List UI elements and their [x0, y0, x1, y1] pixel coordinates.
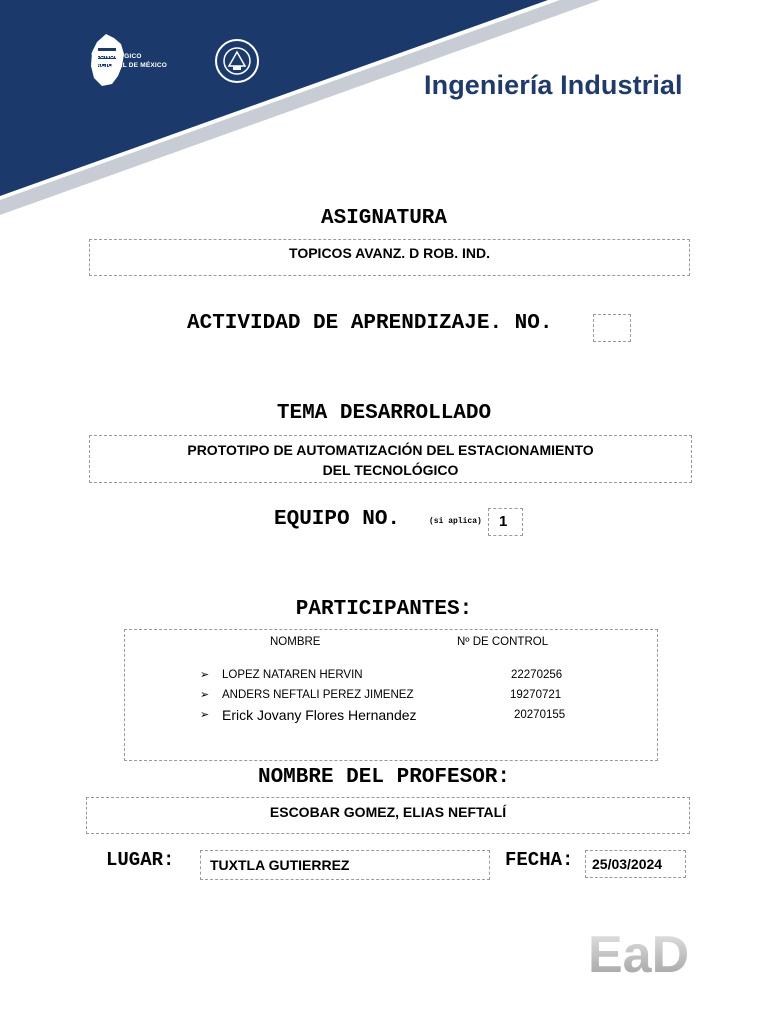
team-note: (si aplica): [429, 517, 482, 526]
participant-control: 22270256: [511, 669, 563, 681]
department-title: Ingeniería Industrial: [424, 70, 683, 100]
participant-control: 19270721: [510, 689, 562, 701]
column-header-name: NOMBRE: [270, 636, 321, 648]
participants-heading: PARTICIPANTES:: [295, 598, 473, 621]
participant-row: [200, 665, 620, 685]
institution-name: TECNOLÓGICO NACIONAL DE MÉXICO: [91, 53, 168, 69]
arrow-bullet-icon: ➢: [200, 669, 210, 681]
participant-row: [200, 685, 620, 705]
topic-heading: TEMA DESARROLLADO: [276, 402, 492, 425]
place-label: LUGAR:: [106, 849, 175, 871]
activity-heading: ACTIVIDAD DE APRENDIZAJE. NO.: [187, 312, 553, 335]
subject-heading: ASIGNATURA: [320, 207, 448, 230]
professor-value: ESCOBAR GOMEZ, ELIAS NEFTALÍ: [269, 804, 507, 820]
team-heading: EQUIPO NO.: [274, 508, 401, 531]
participant-name: Erick Jovany Flores Hernandez: [222, 707, 417, 723]
place-value: TUXTLA GUTIERREZ: [210, 857, 350, 873]
team-number-field[interactable]: [488, 508, 523, 536]
ead-logo: [588, 927, 704, 977]
subject-field[interactable]: [89, 239, 690, 276]
topic-field[interactable]: [89, 435, 692, 483]
place-field[interactable]: [200, 850, 490, 880]
topic-value: PROTOTIPO DE AUTOMATIZACIÓN DEL ESTACIONAMIENTO DEL TECNOLÓGICO: [187, 442, 594, 478]
participant-name: ANDERS NEFTALI PEREZ JIMENEZ: [222, 689, 414, 701]
arrow-bullet-icon: ➢: [200, 709, 210, 721]
professor-heading: NOMBRE DEL PROFESOR:: [257, 766, 511, 789]
professor-field[interactable]: [86, 797, 690, 834]
team-number-value: 1: [499, 513, 508, 530]
subject-value: TOPICOS AVANZ. D ROB. IND.: [289, 245, 490, 261]
svg-text:EaD: EaD: [588, 927, 690, 977]
date-label: FECHA:: [505, 849, 574, 871]
participants-table: [124, 629, 658, 761]
date-field[interactable]: [585, 850, 686, 878]
participant-row: [200, 705, 620, 725]
arrow-bullet-icon: ➢: [200, 689, 210, 701]
participant-name: LOPEZ NATAREN HERVIN: [222, 669, 363, 681]
activity-number-field[interactable]: [593, 314, 631, 342]
participant-control: 20270155: [514, 709, 566, 721]
participant-list: [200, 665, 620, 725]
institute-seal: [214, 38, 260, 84]
date-value: 25/03/2024: [592, 856, 663, 872]
column-header-control: Nº DE CONTROL: [457, 636, 549, 648]
